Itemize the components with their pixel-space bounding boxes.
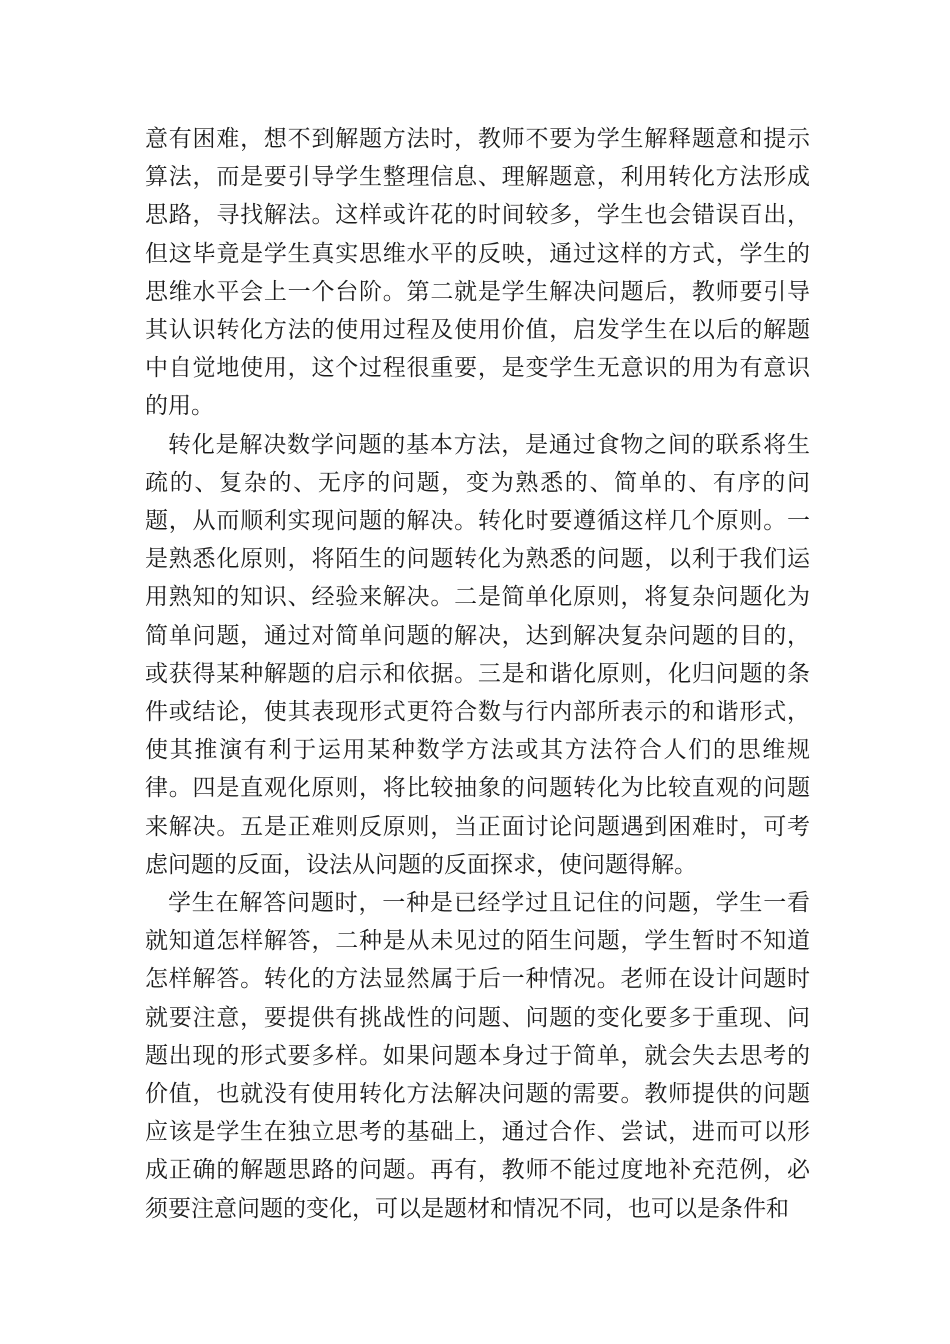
paragraph-conversion-principles: 转化是解决数学问题的基本方法，是通过食物之间的联系将生疏的、复杂的、无序的问题，变为熟悉的、简单的、有序的问题，从而顺利实现问题的解决。转化时要遵循这样几个原则。一是熟悉化原则，将陌生的问题转化为熟悉的问题，以利于我们运用熟知的知识、经验来解决。二是简单化原则，将复杂问题化为简单问题，通过对简单问题的解决，达到解决复杂问题的目的，或获得某种解题的启示和依据。三是和谐化原则，化归问题的条件或结论，使其表现形式更符合数与行内部所表示的和谐形式，使其推演有利于运用某种数学方法或其方法符合人们的思维规律。四是直观化原则，将比较抽象的问题转化为比较直观的问题来解决。五是正难则反原则，当正面讨论问题遇到困难时，可考虑问题的反面，设法从问题的反面探求，使问题得解。 bbox=[145, 431, 810, 878]
body-text bbox=[145, 120, 810, 1228]
paragraph-problem-design: 学生在解答问题时，一种是已经学过且记住的问题，学生一看就知道怎样解答，二种是从未见过的陌生问题，学生暂时不知道怎样解答。转化的方法显然属于后一种情况。老师在设计问题时就要注意，要提供有挑战性的问题、问题的变化要多于重现、问题出现的形式要多样。如果问题本身过于简单，就会失去思考的价值，也就没有使用转化方法解决问题的需要。教师提供的问题应该是学生在独立思考的基础上，通过合作、尝试，进而可以形成正确的解题思路的问题。再有，教师不能过度地补充范例，必须要注意问题的变化，可以是题材和情况不同，也可以是条件和 bbox=[145, 890, 810, 1222]
paragraph-continuation: 意有困难，想不到解题方法时，教师不要为学生解释题意和提示算法，而是要引导学生整理信息、理解题意，利用转化方法形成思路，寻找解法。这样或许花的时间较多，学生也会错误百出，但这毕竟是学生真实思维水平的反映，通过这样的方式，学生的思维水平会上一个台阶。第二就是学生解决问题后，教师要引导其认识转化方法的使用过程及使用价值，启发学生在以后的解题中自觉地使用，这个过程很重要，是变学生无意识的用为有意识的用。 bbox=[145, 126, 810, 420]
